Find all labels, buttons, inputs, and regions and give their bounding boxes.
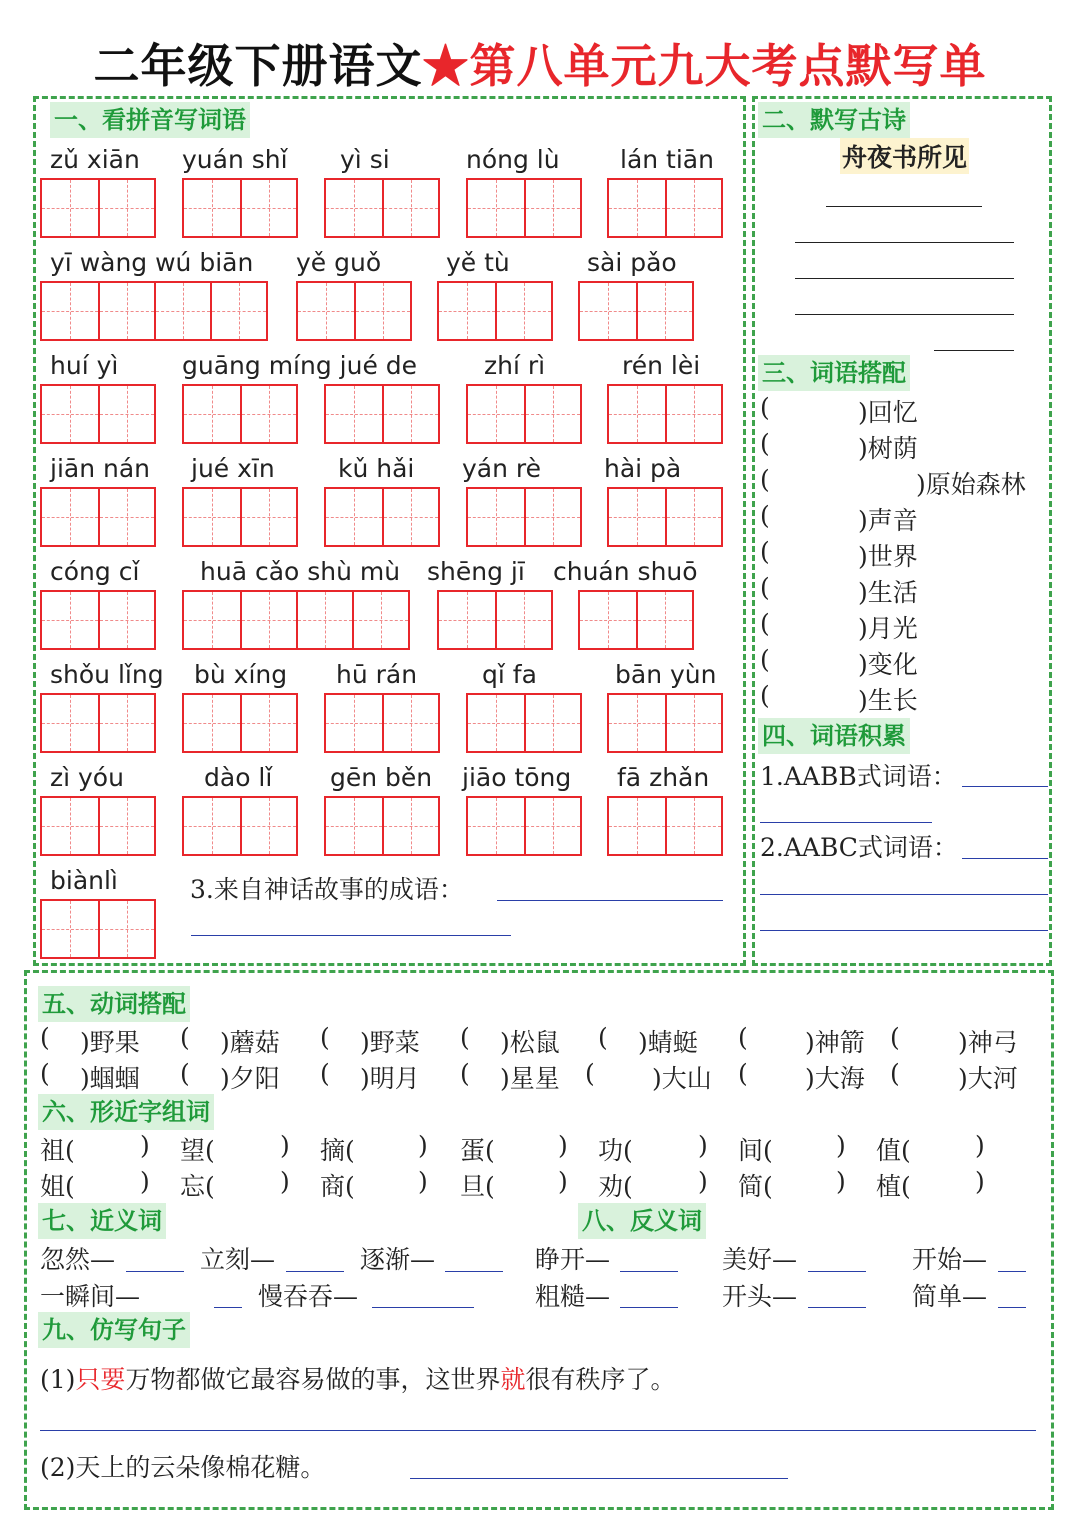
writing-box[interactable] <box>437 281 553 341</box>
section-6-heading: 六、形近字组词 <box>38 1094 214 1130</box>
pinyin-label: jué xīn <box>191 454 275 483</box>
verb-object: )明月 <box>360 1064 420 1093</box>
writing-box[interactable] <box>182 487 298 547</box>
match-item: )生活 <box>858 578 918 607</box>
paren-close: ) <box>280 1167 290 1196</box>
answer-line[interactable] <box>620 1271 678 1272</box>
writing-box[interactable] <box>40 487 156 547</box>
q1-number: (1) <box>40 1365 76 1394</box>
verb-object: )野果 <box>80 1028 140 1057</box>
match-item: )生长 <box>858 686 918 715</box>
answer-line[interactable] <box>826 206 982 207</box>
paren-open: ( <box>40 1059 50 1088</box>
sentence-1-mid: 万物都做它最容易做的事，这世界 <box>125 1365 501 1394</box>
answer-line[interactable] <box>760 930 1048 931</box>
keyword-jiu: 就 <box>500 1365 526 1394</box>
answer-line[interactable] <box>410 1478 788 1479</box>
answer-line[interactable] <box>286 1271 344 1272</box>
char-item: 摘( <box>320 1136 355 1165</box>
paren-open: ( <box>760 573 770 602</box>
verb-object: )野菜 <box>360 1028 420 1057</box>
pinyin-label: yán rè <box>462 454 542 483</box>
writing-box[interactable] <box>466 487 582 547</box>
antonym-item: 睁开— <box>535 1245 611 1274</box>
answer-line[interactable] <box>126 1271 184 1272</box>
pinyin-label: fā zhǎn <box>617 763 710 792</box>
section-9-heading: 九、仿写句子 <box>38 1312 190 1348</box>
writing-box[interactable] <box>40 796 156 856</box>
pinyin-label: hū rán <box>336 660 418 689</box>
sentence-2: (2)天上的云朵像棉花糖。 <box>40 1453 326 1482</box>
section-4-heading: 四、词语积累 <box>758 718 910 754</box>
pinyin-label: qǐ fa <box>482 660 537 689</box>
answer-line[interactable] <box>795 314 1014 315</box>
synonym-item: 立刻— <box>200 1245 276 1274</box>
paren-open: ( <box>760 429 770 458</box>
answer-line[interactable] <box>372 1307 474 1308</box>
writing-box[interactable] <box>607 693 723 753</box>
pinyin-label: gēn běn <box>330 763 433 792</box>
pinyin-label: cóng cǐ <box>50 557 140 586</box>
pinyin-label: yì si <box>340 145 390 174</box>
writing-box[interactable] <box>182 796 298 856</box>
match-item: )变化 <box>858 650 918 679</box>
pinyin-label: jiān nán <box>50 454 151 483</box>
writing-box[interactable] <box>324 796 440 856</box>
writing-box[interactable] <box>466 693 582 753</box>
writing-box[interactable] <box>40 693 156 753</box>
paren-close: ) <box>975 1167 985 1196</box>
paren-close: ) <box>836 1167 846 1196</box>
paren-open: ( <box>180 1023 190 1052</box>
section-5-heading: 五、动词搭配 <box>38 986 190 1022</box>
synonym-item: 忽然— <box>40 1245 116 1274</box>
answer-line[interactable] <box>795 278 1014 279</box>
paren-open: ( <box>738 1059 748 1088</box>
char-item: 间( <box>738 1136 773 1165</box>
pinyin-label: biànlì <box>50 866 118 895</box>
char-item: 简( <box>738 1172 773 1201</box>
pinyin-label: hài pà <box>604 454 682 483</box>
answer-line[interactable] <box>760 822 932 823</box>
paren-close: ) <box>698 1131 708 1160</box>
paren-close: ) <box>558 1167 568 1196</box>
writing-box[interactable] <box>324 693 440 753</box>
writing-box[interactable] <box>607 487 723 547</box>
pinyin-label: huā cǎo shù mù <box>200 557 401 586</box>
paren-open: ( <box>598 1023 608 1052</box>
paren-open: ( <box>760 465 770 494</box>
writing-box[interactable] <box>40 281 268 341</box>
poem-title: 舟夜书所见 <box>840 138 969 174</box>
writing-box[interactable] <box>40 178 156 238</box>
paren-open: ( <box>585 1059 595 1088</box>
synonym-item: 一瞬间— <box>40 1282 141 1311</box>
writing-box[interactable] <box>182 590 410 650</box>
match-item: )树荫 <box>858 434 918 463</box>
paren-close: ) <box>558 1131 568 1160</box>
match-item: )声音 <box>858 506 918 535</box>
paren-close: ) <box>418 1131 428 1160</box>
pinyin-label: shēng jī <box>427 557 525 586</box>
writing-box[interactable] <box>182 693 298 753</box>
writing-box[interactable] <box>40 590 156 650</box>
paren-open: ( <box>890 1059 900 1088</box>
char-item: 祖( <box>40 1136 75 1165</box>
answer-line[interactable] <box>808 1307 866 1308</box>
writing-box[interactable] <box>324 487 440 547</box>
pinyin-label: bān yùn <box>615 660 717 689</box>
paren-open: ( <box>760 681 770 710</box>
paren-open: ( <box>760 537 770 566</box>
title-grade: 二年级下册语文 <box>93 39 423 93</box>
antonym-item: 简单— <box>912 1282 988 1311</box>
paren-close: ) <box>280 1131 290 1160</box>
paren-close: ) <box>418 1167 428 1196</box>
writing-box[interactable] <box>607 796 723 856</box>
section-1-heading: 一、看拼音写词语 <box>50 102 250 138</box>
char-item: 功( <box>598 1136 633 1165</box>
verb-object: )星星 <box>500 1064 560 1093</box>
pinyin-label: sài pǎo <box>587 248 677 277</box>
pinyin-label: guāng míng jué de <box>182 351 418 380</box>
answer-line[interactable] <box>998 1271 1026 1272</box>
answer-line[interactable] <box>962 858 1048 859</box>
paren-close: ) <box>836 1131 846 1160</box>
answer-line[interactable] <box>191 935 511 936</box>
pinyin-label: yī wàng wú biān <box>50 248 254 277</box>
paren-close: ) <box>975 1131 985 1160</box>
pinyin-label: jiāo tōng <box>462 763 572 792</box>
char-item: 劝( <box>598 1172 633 1201</box>
writing-box[interactable] <box>324 178 440 238</box>
paren-open: ( <box>320 1059 330 1088</box>
pinyin-label: yuán shǐ <box>182 145 288 174</box>
verb-object: )大山 <box>652 1064 712 1093</box>
writing-box[interactable] <box>437 590 553 650</box>
paren-open: ( <box>760 645 770 674</box>
char-item: 忘( <box>180 1172 215 1201</box>
paren-open: ( <box>760 501 770 530</box>
pinyin-label: zǔ xiān <box>50 145 140 174</box>
section-8-heading: 八、反义词 <box>578 1203 706 1239</box>
writing-box[interactable] <box>607 178 723 238</box>
antonym-item: 开始— <box>912 1245 988 1274</box>
keyword-zhiyao: 只要 <box>75 1365 126 1394</box>
verb-object: )蝈蝈 <box>80 1064 140 1093</box>
match-item: )回忆 <box>858 398 918 427</box>
pinyin-label: zhí rì <box>484 351 546 380</box>
section-2-heading: 二、默写古诗 <box>758 102 910 138</box>
pinyin-label: rén lèi <box>622 351 701 380</box>
writing-box[interactable] <box>466 796 582 856</box>
verb-object: )神箭 <box>805 1028 865 1057</box>
verb-object: )蘑菇 <box>220 1028 280 1057</box>
char-item: 植( <box>876 1172 911 1201</box>
verb-object: )大河 <box>958 1064 1018 1093</box>
page-title <box>0 30 1080 96</box>
pinyin-label: bù xíng <box>194 660 288 689</box>
answer-line[interactable] <box>214 1307 242 1308</box>
pinyin-label: yě guǒ <box>296 248 382 277</box>
synonym-item: 逐渐— <box>360 1245 436 1274</box>
paren-open: ( <box>180 1059 190 1088</box>
pinyin-label: chuán shuō <box>553 557 698 586</box>
answer-line[interactable] <box>497 900 723 901</box>
char-item: 姐( <box>40 1172 75 1201</box>
paren-close: ) <box>698 1167 708 1196</box>
match-item: )月光 <box>858 614 918 643</box>
writing-box[interactable] <box>40 384 156 444</box>
title-unit: 第八单元九大考点默写单 <box>469 39 987 93</box>
char-item: 值( <box>876 1136 911 1165</box>
synonym-item: 慢吞吞— <box>258 1282 359 1311</box>
pinyin-label: nóng lù <box>466 145 560 174</box>
match-item: )原始森林 <box>916 470 1026 499</box>
char-item: 旦( <box>460 1172 495 1201</box>
char-item: 望( <box>180 1136 215 1165</box>
paren-open: ( <box>460 1023 470 1052</box>
sentence-1-end: 很有秩序了。 <box>525 1365 676 1394</box>
paren-close: ) <box>140 1167 150 1196</box>
writing-box[interactable] <box>324 384 440 444</box>
answer-line[interactable] <box>962 786 1048 787</box>
paren-open: ( <box>320 1023 330 1052</box>
section-3-heading: 三、词语搭配 <box>758 355 910 391</box>
writing-box[interactable] <box>182 178 298 238</box>
answer-line[interactable] <box>934 350 1014 351</box>
paren-open: ( <box>40 1023 50 1052</box>
antonym-item: 粗糙— <box>535 1282 611 1311</box>
q3-label: 3.来自神话故事的成语： <box>190 875 464 904</box>
answer-line[interactable] <box>620 1307 678 1308</box>
pinyin-label: shǒu lǐng <box>50 660 164 689</box>
antonym-item: 美好— <box>722 1245 798 1274</box>
paren-open: ( <box>760 393 770 422</box>
match-item: )世界 <box>858 542 918 571</box>
answer-line[interactable] <box>795 242 1014 243</box>
verb-object: )蜻蜓 <box>638 1028 698 1057</box>
verb-object: )松鼠 <box>500 1028 560 1057</box>
answer-line[interactable] <box>445 1271 503 1272</box>
pinyin-label: yě tù <box>446 248 510 277</box>
writing-box[interactable] <box>607 384 723 444</box>
aabb-label: 1.AABB式词语： <box>760 762 957 791</box>
writing-box[interactable] <box>296 281 412 341</box>
antonym-item: 开头— <box>722 1282 798 1311</box>
writing-box[interactable] <box>40 899 156 959</box>
sentence-1 <box>40 1360 675 1396</box>
writing-box[interactable] <box>466 384 582 444</box>
char-item: 商( <box>320 1172 355 1201</box>
aabc-label: 2.AABC式词语： <box>760 833 958 862</box>
answer-line[interactable] <box>808 1271 866 1272</box>
answer-line[interactable] <box>40 1430 1036 1431</box>
paren-open: ( <box>460 1059 470 1088</box>
writing-box[interactable] <box>182 384 298 444</box>
pinyin-label: zì yóu <box>50 763 124 792</box>
paren-open: ( <box>738 1023 748 1052</box>
pinyin-label: huí yì <box>50 351 119 380</box>
writing-box[interactable] <box>578 281 694 341</box>
writing-box[interactable] <box>466 178 582 238</box>
char-item: 蛋( <box>460 1136 495 1165</box>
paren-open: ( <box>760 609 770 638</box>
star-icon: ★ <box>422 39 470 93</box>
answer-line[interactable] <box>760 894 1048 895</box>
paren-close: ) <box>140 1131 150 1160</box>
pinyin-label: dào lǐ <box>204 763 273 792</box>
verb-object: )大海 <box>805 1064 865 1093</box>
writing-box[interactable] <box>578 590 694 650</box>
verb-object: )神弓 <box>958 1028 1018 1057</box>
pinyin-label: kǔ hǎi <box>338 454 415 483</box>
pinyin-label: lán tiān <box>620 145 714 174</box>
verb-object: )夕阳 <box>220 1064 280 1093</box>
paren-open: ( <box>890 1023 900 1052</box>
section-7-heading: 七、近义词 <box>38 1203 166 1239</box>
answer-line[interactable] <box>998 1307 1026 1308</box>
